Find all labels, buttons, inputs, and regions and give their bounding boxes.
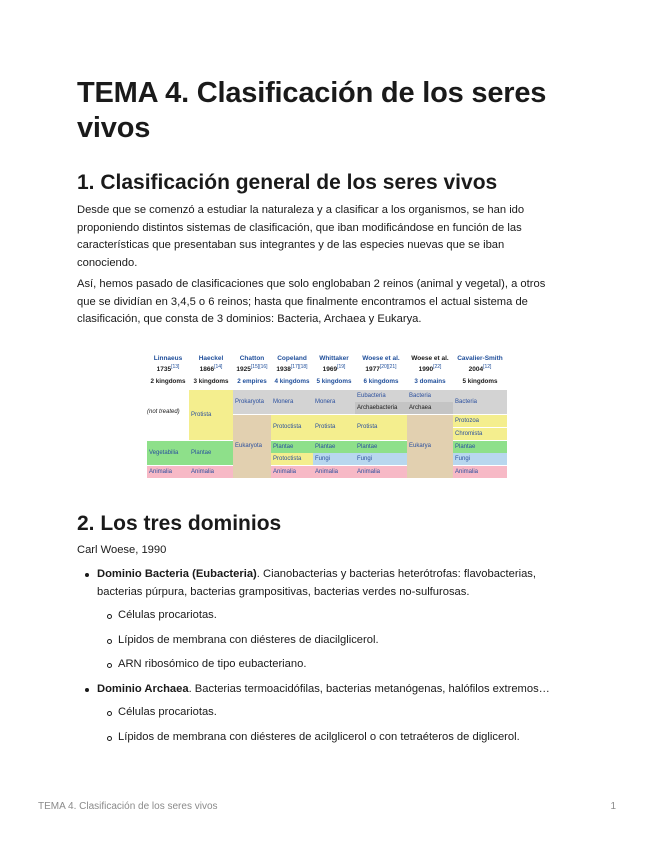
cell-protista: Protista — [313, 415, 355, 440]
column-name: Cavalier-Smith — [457, 355, 503, 362]
list-item-text: . Cianobacterias y bacterias heterótrofas: flavobacterias, bacterias púrpura, bacterias grampositivas, bacterias verdes no-sulfurosas. — [97, 568, 536, 598]
column-name: Copeland — [277, 355, 307, 362]
column-header — [271, 354, 313, 374]
kingdom-count: 2 empires — [237, 378, 267, 385]
list-item-bold: Dominio Bacteria (Eubacteria) — [97, 568, 257, 580]
cell-eubacteria: Eubacteria — [355, 390, 407, 402]
sub-list-item: Células procariotas. — [97, 704, 567, 722]
page-footer — [38, 801, 616, 812]
cell-plantae: Plantae — [313, 441, 355, 453]
column-name: Woese et al. — [362, 355, 400, 362]
cell-animalia: Animalia — [189, 466, 233, 478]
section-1-heading: 1. Clasificación general de los seres vivos — [77, 171, 498, 194]
column-ref: [12] — [483, 364, 492, 370]
kingdom-count: 5 kingdoms — [462, 378, 498, 385]
kingdom-count: 2 kingdoms — [150, 378, 186, 385]
sub-list-item: Células procariotas. — [97, 607, 567, 625]
list-item — [77, 681, 567, 747]
cell-eukarya: Eukarya — [407, 415, 453, 478]
sub-list-item: ARN ribosómico de tipo eubacteriano. — [97, 656, 567, 674]
column-name: Whittaker — [319, 355, 349, 362]
cell-fungi: Fungi — [355, 453, 407, 465]
kingdom-count: 3 kingdoms — [193, 378, 229, 385]
cell-fungi: Fungi — [313, 453, 355, 465]
sub-list — [97, 704, 567, 746]
footer-title: TEMA 4. Clasificación de los seres vivos — [38, 801, 218, 812]
cell-archaea: Archaea — [407, 402, 453, 414]
cell-plantae: Plantae — [355, 441, 407, 453]
column-name: Haeckel — [198, 355, 224, 362]
cell-protoctista: Protoctista — [271, 415, 313, 440]
cell-animalia: Animalia — [453, 466, 507, 478]
column-year: 2004 — [468, 366, 484, 374]
list-item — [77, 566, 567, 674]
column-ref: [17][18] — [290, 364, 308, 370]
not-treated-label: (not treated) — [147, 409, 180, 415]
column-header — [355, 354, 407, 374]
column-header — [407, 354, 453, 374]
column-year: 1866 — [199, 366, 215, 374]
cell-animalia: Animalia — [147, 466, 189, 478]
cell-bacteria: Bacteria — [453, 390, 507, 414]
column-header — [147, 354, 189, 374]
cell-eukaryota: Eukaryota — [233, 415, 271, 478]
cell-prokaryota: Prokaryota — [233, 390, 271, 414]
cell-protozoa: Protozoa — [453, 415, 507, 427]
column-year: 1938 — [276, 366, 291, 374]
column-year: 1925 — [236, 366, 251, 374]
column-ref: [15][16] — [250, 364, 268, 370]
column-header — [233, 354, 271, 374]
cell-archaebacteria: Archaebacteria — [355, 402, 407, 414]
column-name: Linnaeus — [153, 355, 183, 362]
sub-list — [97, 607, 567, 674]
column-ref: [19] — [337, 364, 346, 370]
column-year: 1735 — [156, 366, 172, 374]
cell-animalia: Animalia — [355, 466, 407, 478]
column-ref: [20][21] — [379, 364, 397, 370]
section-2-heading: 2. Los tres dominios — [77, 512, 282, 535]
column-header — [189, 354, 233, 374]
kingdom-count: 5 kingdoms — [316, 378, 352, 385]
cell-fungi: Fungi — [453, 453, 507, 465]
kingdom-count: 4 kingdoms — [274, 378, 310, 385]
cell-plantae: Plantae — [271, 441, 313, 453]
column-year: 1969 — [322, 366, 338, 374]
column-ref: [22] — [433, 364, 442, 370]
cell-chromista: Chromista — [453, 428, 507, 440]
cell-protista: Protista — [355, 415, 407, 440]
kingdom-count: 6 kingdoms — [363, 378, 399, 385]
sub-list-item: Lípidos de membrana con diésteres de acilglicerol o con tetraéteros de diglicerol. — [97, 729, 567, 747]
column-name: Woese et al. — [411, 355, 449, 362]
cell-monera: Monera — [313, 390, 355, 414]
sub-list-item: Lípidos de membrana con diésteres de diacilglicerol. — [97, 632, 567, 650]
cell-animalia: Animalia — [313, 466, 355, 478]
section-1-paragraph-2: Así, hemos pasado de clasificaciones que solo englobaban 2 reinos (animal y vegetal), a otros que se dividían en 3,4,5 o 6 reinos; hasta que finalmente encontramos el actual sistema de clasificación, que consta de 3 dominios: Bacteria, Archaea y Eukarya. — [77, 278, 546, 325]
column-year: 1977 — [365, 366, 380, 374]
cell-animalia: Animalia — [271, 466, 313, 478]
column-header — [453, 354, 507, 374]
cell-monera: Monera — [271, 390, 313, 414]
cell-vegetabilia: Vegetabilia — [147, 441, 189, 465]
classification-table — [147, 354, 507, 480]
column-ref: [13] — [171, 364, 180, 370]
domains-list — [77, 566, 567, 753]
kingdom-count: 3 domains — [414, 378, 446, 385]
cell-plantae: Plantae — [453, 441, 507, 453]
section-1-paragraph-1: Desde que se comenzó a estudiar la naturaleza y a clasificar a los organismos, se han ido proponiendo distintos sistemas de clasificación, que iban modificándose en función de las características que presentaban sus integrantes y de las especies nuevas que se iban conociendo. — [77, 204, 525, 269]
column-ref: [14] — [214, 364, 223, 370]
column-year: 1990 — [418, 366, 434, 374]
section-2-author: Carl Woese, 1990 — [77, 544, 167, 556]
list-item-bold: Dominio Archaea — [97, 682, 189, 695]
column-header — [313, 354, 355, 374]
page-number: 1 — [610, 801, 616, 812]
cell-bacteria: Bacteria — [407, 390, 453, 402]
cell-protoctista: Protoctista — [271, 453, 313, 465]
column-name: Chatton — [239, 355, 265, 362]
cell-plantae: Plantae — [189, 441, 233, 465]
cell-protista: Protista — [189, 390, 233, 440]
list-item-text: . Bacterias termoacidófilas, bacterias metanógenas, halófilos extremos… — [188, 682, 550, 695]
page-title: TEMA 4. Clasificación de los seres vivos — [77, 77, 547, 144]
